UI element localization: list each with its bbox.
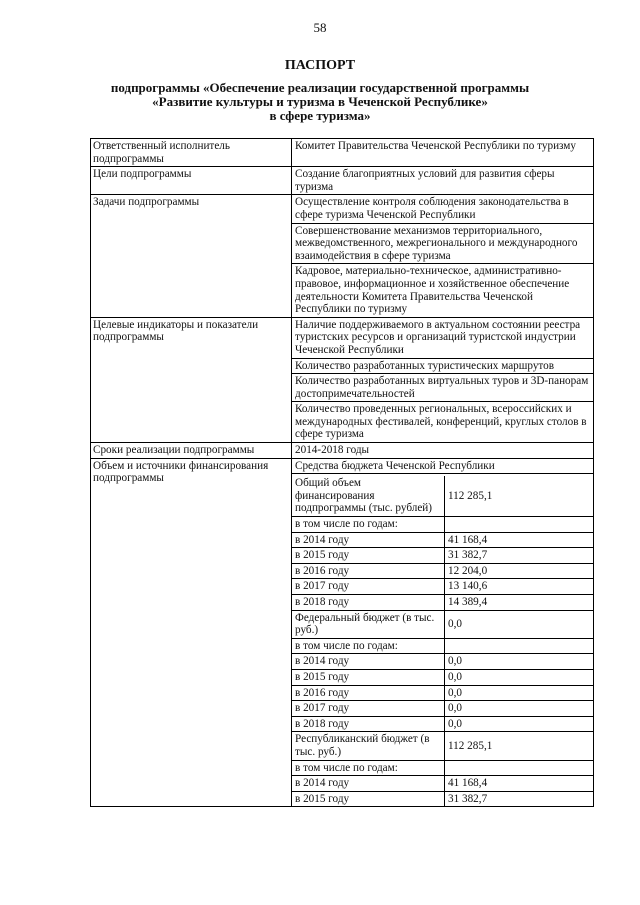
- finance-row: [292, 669, 593, 685]
- finance-row-label: в 2015 году: [292, 791, 445, 806]
- finance-row-value: 112 285,1: [445, 732, 594, 760]
- row-finance: [91, 458, 594, 807]
- subprogram-title-line-3: в сфере туризма»: [269, 108, 371, 123]
- row-indicators: [91, 317, 594, 442]
- finance-row-value: 41 168,4: [445, 532, 594, 548]
- finance-row-value: 12 204,0: [445, 563, 594, 579]
- finance-row-label: в 2014 году: [292, 776, 445, 792]
- finance-row-value: 41 168,4: [445, 776, 594, 792]
- finance-row: [292, 517, 593, 533]
- indicator-item: Количество проведенных региональных, всероссийских и международных фестивалей, конференций, круглых столов в сфере туризма: [295, 403, 587, 441]
- finance-row: [292, 701, 593, 717]
- finance-row: [292, 532, 593, 548]
- row-tasks: [91, 195, 594, 317]
- finance-row-label: Республиканский бюджет (в тыс. руб.): [292, 732, 445, 760]
- finance-row-label: в 2016 году: [292, 563, 445, 579]
- finance-row-value: 31 382,7: [445, 548, 594, 564]
- tasks-label: Задачи подпрограммы: [91, 195, 292, 317]
- row-goals: [91, 167, 594, 195]
- terms-label: Сроки реализации подпрограммы: [91, 443, 292, 459]
- finance-row: [292, 638, 593, 654]
- finance-row-label: в том числе по годам:: [292, 638, 445, 654]
- finance-row: [292, 776, 593, 792]
- row-executor: [91, 139, 594, 167]
- finance-row-value: 13 140,6: [445, 579, 594, 595]
- indicator-item: Количество разработанных туристических маршрутов: [292, 359, 593, 375]
- finance-row: [292, 476, 593, 516]
- passport-table: [90, 138, 594, 807]
- indicator-item: Количество разработанных виртуальных туров и 3D-панорам достопримечательностей: [292, 374, 593, 402]
- finance-row-label: в 2015 году: [292, 548, 445, 564]
- passport-heading: ПАСПОРТ: [284, 58, 356, 73]
- finance-row-value: [445, 638, 594, 654]
- indicator-item: Наличие поддерживаемого в актуальном состоянии реестра туристских ресурсов и организаций туристской индустрии Чеченской Республики: [292, 318, 593, 359]
- finance-row: [292, 654, 593, 670]
- subprogram-title-line-1: подпрограммы «Обеспечение реализации государственной программы: [110, 80, 530, 95]
- finance-label: Объем и источники финансирования подпрограммы: [91, 458, 292, 807]
- finance-row-value: 0,0: [445, 669, 594, 685]
- finance-row: [292, 685, 593, 701]
- finance-row-label: в том числе по годам:: [292, 760, 445, 776]
- finance-row-label: в 2017 году: [292, 701, 445, 717]
- finance-row: [292, 595, 593, 611]
- task-item: Совершенствование механизмов территориального, межведомственного, межрегионального и международного взаимодействия в сфере туризма: [292, 224, 593, 265]
- finance-row: [292, 610, 593, 638]
- finance-row-value: 112 285,1: [445, 476, 594, 516]
- goals-value: Создание благоприятных условий для развития сферы туризма: [295, 168, 555, 193]
- finance-row-label: в 2017 году: [292, 579, 445, 595]
- finance-table: [292, 476, 593, 806]
- finance-row-label: в 2015 году: [292, 669, 445, 685]
- finance-row: [292, 760, 593, 776]
- finance-row: [292, 579, 593, 595]
- finance-row-value: 0,0: [445, 685, 594, 701]
- finance-row-label: в 2014 году: [292, 532, 445, 548]
- finance-row-value: 14 389,4: [445, 595, 594, 611]
- finance-row-label: Общий объем финансирования подпрограммы (тыс. рублей): [292, 476, 445, 516]
- finance-row: [292, 548, 593, 564]
- finance-row-label: в 2018 году: [292, 716, 445, 732]
- subprogram-title-line-2: «Развитие культуры и туризма в Чеченской Республике»: [152, 94, 488, 109]
- finance-source: Средства бюджета Чеченской Республики: [292, 459, 593, 475]
- finance-row-value: 31 382,7: [445, 791, 594, 806]
- finance-row: [292, 732, 593, 760]
- finance-row-label: Федеральный бюджет (в тыс. руб.): [292, 610, 445, 638]
- finance-row-label: в 2018 году: [292, 595, 445, 611]
- finance-row-label: в том числе по годам:: [292, 517, 445, 533]
- finance-row: [292, 791, 593, 806]
- terms-value: 2014-2018 годы: [295, 444, 370, 457]
- finance-row: [292, 716, 593, 732]
- finance-row-value: 0,0: [445, 610, 594, 638]
- finance-row: [292, 563, 593, 579]
- indicators-label: Целевые индикаторы и показатели подпрограммы: [91, 317, 292, 442]
- page-number: 58: [313, 20, 327, 35]
- finance-row-value: 0,0: [445, 716, 594, 732]
- goals-label: Цели подпрограммы: [91, 167, 292, 195]
- finance-row-label: в 2014 году: [292, 654, 445, 670]
- finance-row-label: в 2016 году: [292, 685, 445, 701]
- finance-row-value: 0,0: [445, 701, 594, 717]
- finance-row-value: 0,0: [445, 654, 594, 670]
- finance-row-value: [445, 760, 594, 776]
- document-title: [0, 57, 640, 123]
- finance-row-value: [445, 517, 594, 533]
- row-terms: [91, 443, 594, 459]
- task-item: Осуществление контроля соблюдения законодательства в сфере туризма Чеченской Республики: [292, 195, 593, 223]
- executor-value: Комитет Правительства Чеченской Республики по туризму: [295, 140, 576, 152]
- task-item: Кадровое, материально-техническое, административно-правовое, информационное и хозяйственное обеспечение деятельности Комитета Правительства Чеченской Республики по туризму: [295, 265, 570, 316]
- executor-label: Ответственный исполнитель подпрограммы: [91, 139, 292, 167]
